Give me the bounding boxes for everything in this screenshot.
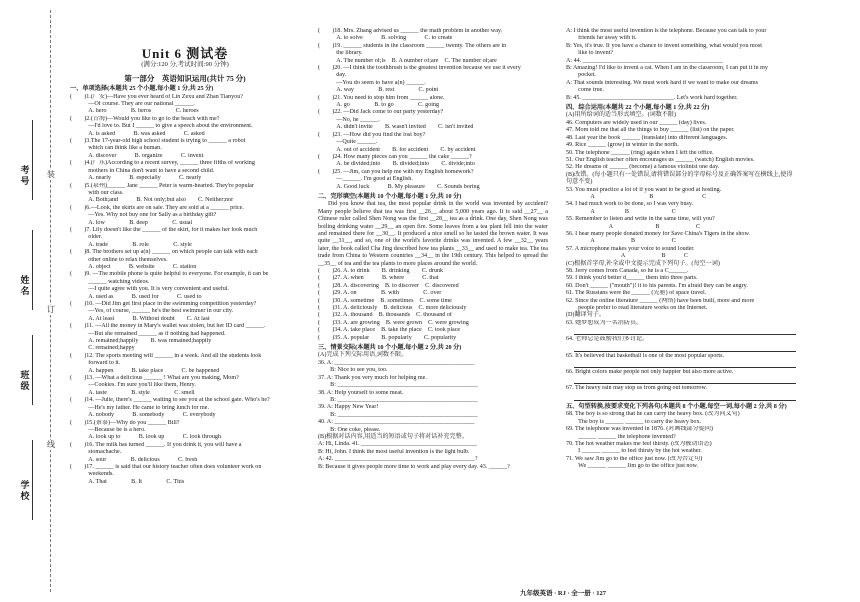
question-line: A. way B. rest C. point — [318, 87, 439, 94]
question-line: A. used as B. used for C. used to — [70, 293, 202, 300]
school-label: 学校 — [20, 480, 30, 501]
translation-line: 67. The heavy rain may stop us from going out tomorrow. — [566, 385, 707, 392]
column-1 — [70, 30, 300, 486]
question-line: —Yes. Why not buy one for Sally as a birthday gift? — [70, 212, 217, 219]
translation-list — [566, 320, 796, 401]
transform-line: I ______ ______ to feel thirsty by the hot weather. — [566, 448, 702, 455]
question-line: A. remained;happily B. was remained;happily — [70, 338, 212, 345]
question-line: ( )14. —Julie, there's ______ waiting to see you at the school gate. Who's he? — [70, 397, 270, 404]
fill-line: 62. Since the online literature ______ (网络) have been built, more and more — [566, 297, 755, 304]
question-line: ( )24. How many pieces can you ______ the cake ______? — [318, 153, 472, 160]
dialog-line: A: 42. ______________________________________________? — [318, 456, 478, 463]
question-line: stomachache. — [70, 449, 122, 456]
question-line: ( )1.(广安)—Have you ever heard of Lin Zexu and Zhan Tianyou? — [70, 93, 243, 100]
dialog-line: 40. A: ______________________________________________ — [318, 419, 475, 426]
answer-line[interactable] — [574, 376, 796, 384]
fill-line: 46. Computers are widely used in our ______ (day) lives. — [566, 119, 707, 126]
name-line[interactable] — [32, 230, 33, 310]
fill-in-list — [566, 120, 796, 172]
question-line: ( )7. Lily doesn't like the ______ of the skirt, for it makes her look much — [70, 226, 258, 233]
dialog-line: A: Hi, Linda. 41. ______________________________________ — [318, 441, 477, 448]
question-line: A. taste B. style C. smell — [70, 389, 195, 396]
question-line: A. happen B. take place C. be happened — [70, 367, 220, 374]
question-line: ( )8. The brothers set up a(n) ______ on which people can talk with each — [70, 249, 258, 256]
cloze-passage: Did you know that tea, the most popular drink in the world was invented by accident? Many people believe that tea was first __26__ about 5,000 years ago. It is said __27__ a Chinese ruler called Shen Nong was the first __28__ tea as a drink. One day, Shen Nong was boiling drinking water __29__ an open fire. Some leaves from a tea plant fell into the water and remained there for __30__. It produced a nice smell so he tasted the brown water. It was quite __31__, and so, one of the world's favorite drinks was invented. A few __32__ years later, the book called Cha Jing described how tea plants __33__ and used to make tea. The tea trade from China to Western countries __34__ in the 19th century. This helped to spread the __35__ of tea and the tea plants to more places around the world. — [318, 201, 548, 267]
dialog-line: 36. A: ______________________________________________ — [318, 359, 475, 366]
error-line: 57. A microphone makes your voice to sound louder. — [566, 245, 695, 252]
question-line: ( )17. ______ is said that our history teacher often does volunteer work on — [70, 463, 262, 470]
question-line: ( )21. You need to stop him from ______ alone. — [318, 94, 445, 101]
cloze-options — [318, 268, 548, 342]
section-4a-instruction: (A)用所给词的适当形式填空。(词数不限) — [566, 112, 677, 119]
question-line: ( )16. The milk has turned ______. If you drink it, you will have a — [70, 441, 242, 448]
name-label: 姓名 — [20, 275, 30, 296]
part-one-title: 第一部分 英语知识运用(共计 75 分) — [124, 73, 246, 83]
dialog-line: B: Because it gives people more time to work and play every day. 43. ______? — [318, 463, 510, 470]
dialog-line: B: ______________________________________________ — [318, 396, 478, 403]
column-2 — [318, 28, 548, 471]
error-line: A B C — [566, 223, 701, 230]
cloze-option-line: ( )31. A. deliciously B. delicious C. more deliciously — [318, 305, 467, 312]
fill-line: 47. Mom told me that all the things to buy ______ (list) on the paper. — [566, 127, 735, 134]
dialog-line: B: ______________________________________________ — [318, 411, 478, 418]
dialog-line: B: One coke, please. — [318, 426, 381, 433]
question-line: A. go B. to go C. going — [318, 102, 440, 109]
error-line: 53. You must practice a lot of if you want to be good at hosting. — [566, 186, 722, 193]
dialog-line: pocket. — [566, 72, 596, 79]
question-line: ( )12. The sports meeting will ______ in a week. And all the students look — [70, 352, 262, 359]
question-line: A. is asked B. was asked C. asked — [70, 130, 205, 137]
cloze-option-line: ( )27. A. when B. where C. that — [318, 275, 439, 282]
multiple-choice-list — [70, 94, 300, 487]
question-line: ( )23. —How did you find the lost boy? — [318, 131, 426, 138]
question-line: ( )18. Mrs. Zhang advised us ______ the math problem in another way. — [318, 28, 503, 34]
cloze-option-line: ( )34. A. take place B. take the place C. took place — [318, 327, 461, 334]
class-label: 班级 — [20, 370, 30, 391]
fill-line: 52. He dreams of ______ (become) a famous violinist one day. — [566, 164, 720, 171]
question-line: the library. — [318, 50, 363, 57]
question-line: A. trade B. role C. style — [70, 241, 192, 248]
error-line: A B C — [566, 208, 676, 215]
cloze-option-line: ( )30. A. sometime B. sometimes C. some time — [318, 297, 452, 304]
dialog-line: like to invent? — [566, 50, 614, 57]
dialog-line: B: Hi, John. I think the most useful invention is the light bulb. — [318, 448, 470, 455]
dialog-line: B: Yes, it's true. If you have a chance to invent something, what would you most — [566, 42, 762, 49]
question-line: —But she remained ______ as if nothing had happened. — [70, 330, 226, 337]
dialog-line: B: Nice to see you, too. — [318, 367, 388, 374]
dialog-line: friends far away with it. — [566, 35, 637, 42]
section-2-title: 二、完形填空(本题共 10 个小题,每小题 1 分,共 10 分) — [318, 192, 462, 200]
cloze-option-line: ( )32. A. thousand B. thousands C. thousand of — [318, 312, 452, 319]
section-3-title: 三、情景交际(本题共 10 个小题,每小题 2 分,共 20 分) — [318, 344, 462, 352]
question-line: —Because he is a hero. — [70, 426, 146, 433]
fill-line: 51. Our English teacher often encourages us ______ (watch) English movies. — [566, 156, 755, 163]
question-line: A. Good luck B. My pleasure C. Sounds boring — [318, 183, 480, 190]
dialog-list — [318, 360, 548, 434]
fill-line: 59. I think you'd better d______ them into three parts. — [566, 275, 698, 282]
question-line: —I quite agree with you. It is very convenient and useful. — [70, 286, 230, 293]
question-line: ( )22. —Did Jack come to our party yesterday? — [318, 109, 444, 116]
translation-line: 65. It's believed that basketball is one of the most popular sports. — [566, 352, 724, 359]
section-3a-instruction: (A)完成下列交际用语,词数不限。 — [318, 352, 408, 359]
dialog-b-list — [318, 441, 548, 471]
fill-line: 49. Rice ______ (grow) in winter in the north. — [566, 142, 679, 149]
transform-line: We ______ ______ Jim go to the office just now. — [566, 463, 699, 470]
transform-line: 68. The boy is so strong that he can carry the heavy box. (改为同义句) — [566, 411, 740, 418]
question-line: A. discover B. organize C. invent — [70, 152, 204, 159]
question-line: ( )19. ______ students in the classroom ______ twenty. The others are in — [318, 42, 507, 49]
question-line: ( )4.(广东)According to a recent survey, ______ three fifths of working — [70, 160, 255, 167]
question-line: mothers in China don't want to have a second child. — [70, 167, 215, 174]
question-line: ( )3.The 17-year-old high school student is trying to ______ a robot — [70, 138, 246, 145]
translation-line: 66. Bright colors make people not only happier but also more active. — [566, 369, 734, 376]
error-line: 55. Remember to listen and write in the same time, will you? — [566, 216, 715, 223]
question-line: —Of course. They are our national ______. — [70, 101, 195, 108]
question-line: A. object B. website C. station — [70, 263, 197, 270]
answer-line[interactable] — [574, 360, 796, 368]
cut-mark-3: 线 — [47, 440, 55, 449]
fill-c-list — [566, 268, 796, 312]
section-4-title: 四、综合运用(本题共 22 个小题,每小题 1 分,共 22 分) — [566, 104, 710, 112]
fill-line: 58. Jerry comes from Canada, so he is a C______. — [566, 268, 689, 274]
question-line: weekends. — [70, 471, 114, 478]
unit-title: Unit 6 测试卷 — [141, 46, 229, 61]
question-line: ( )6.—Look, the skirts are on sale. They are sold at a ______ price. — [70, 204, 244, 211]
error-line: A B C — [566, 253, 688, 260]
question-line: A. sour B. delicious C. fresh — [70, 456, 198, 463]
cut-mark-1: 装 — [47, 170, 55, 179]
question-line: —I'd love to. But I ______ to give a speech about the environment. — [70, 123, 253, 130]
dialog-line: A: That sounds interesting. We must work hard if we want to make our dreams — [566, 79, 759, 86]
cloze-option-line: ( )33. A. are growing B. were grown C. were growing — [318, 319, 469, 326]
question-line: —______. I'm good at English. — [318, 176, 413, 183]
question-line: —Yes, of course, ______ he's the best swimmer in our city. — [70, 308, 234, 315]
transform-line: 71. We saw Jim go to the office just now. (改为否定句) — [566, 455, 703, 462]
unit-subtitle: (满分:120 分,考试时间:90 分钟) — [141, 61, 229, 69]
question-line: with our class. — [70, 189, 124, 196]
dialog-line: come true. — [566, 87, 604, 94]
dialog-line: B: 45. ______________________________. Let's work hard together. — [566, 94, 738, 101]
dialog-line: A: I think the most useful invention is the telephone. Because you can talk to your — [566, 28, 767, 34]
dialog-line: 37. A: Thank you very much for helping me. — [318, 374, 427, 381]
column-3 — [566, 28, 796, 471]
section-1-title: 一、单项选择(本题共 25 个小题,每小题 1 分,共 25 分) — [70, 85, 214, 93]
exam-number-line[interactable] — [32, 120, 33, 200]
error-line: A B C — [566, 193, 707, 200]
question-line: ( )9. —The mobile phone is quite helpful to everyone. For example, it can be — [70, 271, 269, 278]
question-line: forward to it. — [70, 360, 121, 367]
school-line[interactable] — [32, 440, 33, 520]
question-line: which can think like a human. — [70, 145, 162, 152]
question-line: ( )13. —What a delicious ______ ! What are you making, Mom? — [70, 375, 239, 382]
cut-line — [50, 10, 51, 592]
question-line: —You do seem to have a(n) ______. — [318, 79, 426, 86]
question-line: A. Both;and B. Not only;but also C. Neither;nor — [70, 197, 234, 204]
question-line: ( )5.(泉州)______ Jane ______ Peter is warm-hearted. They're popular — [70, 182, 254, 189]
dialog-line: 39. A: Happy New Year! — [318, 404, 379, 411]
question-line: A. hero B. heros C. heroes — [70, 108, 199, 115]
cloze-option-line: ( )35. A. popular B. popularly C. popularity — [318, 334, 457, 341]
question-line: ( )2.(青海)—Would you like to go to the beach with me? — [70, 115, 220, 122]
error-line: 54. I had much work to be done, so I was very busy. — [566, 201, 694, 208]
question-line: ( )11. —All the money in Mary's wallet was stolen, but her ID card ______. — [70, 323, 266, 330]
cloze-option-line: ( )26. A. to drink B. drinking C. drunk — [318, 268, 444, 274]
section-5-title: 五、句型转换,按要求变化下列各句(本题共 8 个小题,每空一词,每小题 2 分,共 8 分) — [566, 402, 787, 410]
question-line: A. low B. deep C. usual — [70, 219, 193, 226]
page-footer: 九年级英语 · RJ · 全一册 · 127 — [520, 590, 606, 597]
question-line: C. remained;happy — [70, 345, 135, 352]
section-4b-instruction: (B)改错。(每小题只有一处错误,请将错误部分的字母标号及正确答案写在横线上,使得句意不变) — [566, 171, 793, 186]
section-3b-instruction: (B)根据对话内容,用适当的短语或句子将对话补充完整。 — [318, 433, 468, 440]
fill-line: 50. The telephone ______ (ring) again when I left the office. — [566, 149, 714, 156]
question-line: A. That B. It C. This — [70, 478, 185, 485]
error-correction-list — [566, 187, 796, 261]
cut-mark-2: 订 — [47, 305, 55, 314]
transform-list — [566, 411, 796, 470]
question-line: other online to relax themselves. — [70, 256, 168, 263]
question-line: A. out of accident B. for accident C. by accident — [318, 146, 476, 153]
question-line: A. didn't invite B. wasn't invited C. isn't invited — [318, 124, 474, 131]
question-line: —Quite ______. — [318, 139, 378, 146]
fill-line: people prefer to read literature works on the Internet. — [566, 305, 708, 312]
question-line: ( )20. —I think the toothbrush is the greatest invention because we use it every — [318, 65, 521, 72]
fill-line: 60. Don't ______ ("mouth")! it to his parents. I'm afraid they can be angry. — [566, 282, 748, 289]
dialog-line: B: ______________________________________________ — [318, 382, 478, 389]
question-line: A. to solve B. solving C. to create — [318, 35, 453, 42]
cloze-option-line: ( )28. A. discovering B. to discover C. discovered — [318, 282, 459, 289]
section-4d-instruction: (D)翻译句子。 — [566, 312, 605, 319]
question-line: A. The number of;is B. A number of;are C. The number of;are — [318, 57, 497, 64]
question-line: ( )10. —Did Jim get first place in the swimming competition yesterday? — [70, 301, 257, 307]
section-4c-instruction: (C)根据首字母,补全或中文提示完成下列句子。(每空一词) — [566, 260, 720, 267]
question-line: —Cookies. I'm sure you'll like them, Henry. — [70, 382, 196, 389]
transform-line: ______ ______ the telephone invented? — [566, 433, 676, 440]
transform-line: 69. The telephone was invented in 1876. (对画线部分提问) — [566, 426, 713, 433]
question-line: A. nearly B. especially C. nearly — [70, 175, 202, 182]
question-line: ______ watching videos. — [70, 278, 150, 285]
transform-line: 70. The hot weather makes me feel thirsty. (改为被动语态) — [566, 440, 712, 447]
question-line: A. At least B. Without doubt C. At last — [70, 315, 210, 322]
dialog-continued — [566, 28, 796, 102]
translation-line: 63. 她梦想成为一名消防员。 — [566, 319, 643, 326]
error-line: 56. I hear many people donated money for Save China's Tigers in the show. — [566, 230, 750, 237]
question-line: A. nobody B. somebody C. everybody — [70, 412, 216, 419]
dialog-line: 38. A: Help yourself to some meat. — [318, 389, 404, 396]
transform-line: The boy is ______ ______ to carry the heavy box. — [566, 418, 702, 425]
question-line: A. be divided;into B. divided;into C. divide;into — [318, 161, 475, 168]
question-line: older. — [70, 234, 102, 241]
question-line: —He's my father. He came to bring lunch for me. — [70, 404, 210, 411]
fill-line: 48. Last year the book ______ (translate) into different languages. — [566, 134, 728, 141]
question-line: ( )15.(景泰)—Why do you ______ Bill? — [70, 419, 180, 426]
cloze-option-line: ( )29. A. on B. with C. over — [318, 290, 442, 297]
class-line[interactable] — [32, 335, 33, 405]
fill-line: 61. The Russians were the ______ (先驱) of space travel. — [566, 290, 707, 297]
answer-line[interactable] — [574, 393, 796, 401]
dialog-line: A: 44. ______________________________________________ — [566, 57, 723, 64]
question-line: —No, he ______. — [318, 116, 380, 123]
answer-line[interactable] — [574, 344, 796, 352]
exam-number-label: 考号 — [20, 165, 30, 186]
dialog-line: B: Amazing! I'd like to invent a cat. When I am in the classroom, I can put it in my — [566, 65, 768, 72]
error-line: A B C — [566, 238, 676, 245]
translation-line: 64. 老师总是鼓励我们多讨论。 — [566, 336, 649, 343]
multiple-choice-list-2 — [318, 28, 548, 191]
answer-line[interactable] — [574, 327, 796, 335]
question-line: ( )25. —Jim, can you help me with my English homework? — [318, 168, 474, 175]
question-line: day. — [318, 72, 347, 79]
question-line: A. look up to B. look up C. look through — [70, 434, 221, 441]
